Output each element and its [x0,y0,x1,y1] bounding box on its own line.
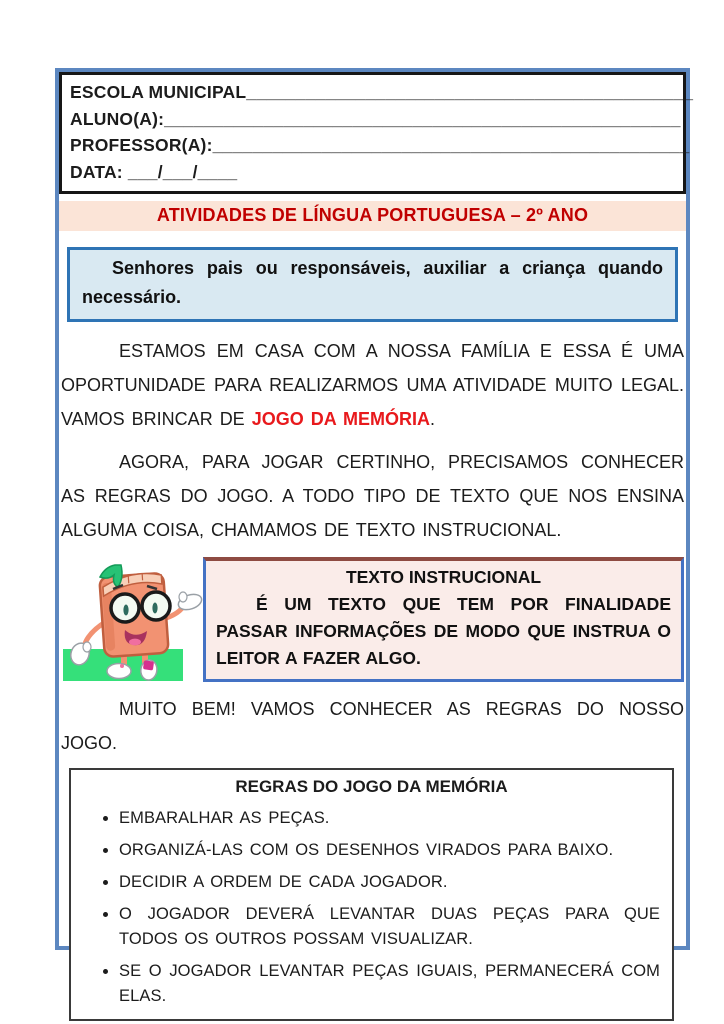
rule-item: • O JOGADOR DEVERÁ LEVANTAR DUAS PEÇAS PARA QUE TODOS OS OUTROS POSSAM VISUALIZAR. [119,902,660,952]
worksheet-page [55,68,694,1005]
page-title: ATIVIDADES DE LÍNGUA PORTUGUESA – 2º ANO [59,201,686,231]
teacher-blank-line: ________________________________________________ [212,135,690,155]
rule-item: • EMBARALHAR AS PEÇAS. [119,806,660,831]
date-blank-line: ___/___/____ [127,161,238,182]
intro-text-end: . [430,409,436,429]
school-field [70,79,694,106]
date-field [70,159,673,186]
school-label: ESCOLA MUNICIPAL [70,82,247,102]
rule-item: • SE O JOGADOR LEVANTAR PEÇAS IGUAIS, PERMANECERÁ COM ELAS. [119,959,660,1009]
parents-note-box [67,247,678,322]
school-blank-line: _____________________________________________ [246,82,694,102]
rule-item: • ORGANIZÁ-LAS COM OS DESENHOS VIRADOS PARA BAIXO. [119,838,660,863]
intro-paragraph [61,334,684,436]
instructional-definition-box [203,557,684,682]
rule-item: • DECIDIR A ORDEM DE CADA JOGADOR. [119,870,660,895]
instructional-section [63,557,686,683]
teacher-field [70,132,690,159]
student-label: ALUNO(A): [70,108,165,129]
instructional-box-body: É UM TEXTO QUE TEM POR FINALIDADE PASSAR INFORMAÇÕES DE MODO QUE INSTRUA O LEITOR A FAZER ALGO. [216,594,671,668]
intro-text: ESTAMOS EM CASA COM A NOSSA FAMÍLIA E ESSA É UMA OPORTUNIDADE PARA REALIZARMOS UMA ATIVIDADE MUITO LEGAL. VAMOS BRINCAR DE [61,341,684,429]
book-character-illustration [63,557,203,683]
date-label: DATA: [70,161,128,182]
teacher-label: PROFESSOR(A): [70,135,213,155]
header-fields-box [59,72,694,194]
rules-list [83,806,660,1009]
rules-box-title: REGRAS DO JOGO DA MEMÓRIA [235,777,508,796]
closing-paragraph: MUITO BEM! VAMOS CONHECER AS REGRAS DO NOSSO JOGO. [61,699,684,753]
instructional-box-title: TEXTO INSTRUCIONAL [345,567,542,587]
rules-box [69,768,674,1021]
student-field [70,106,681,133]
parents-note-text: Senhores pais ou responsáveis, auxiliar a criança quando necessário. [82,258,663,307]
student-blank-line: ____________________________________________________ [164,108,681,129]
rules-intro-paragraph: AGORA, PARA JOGAR CERTINHO, PRECISAMOS CONHECER AS REGRAS DO JOGO. A TODO TIPO DE TEXTO QUE NOS ENSINA ALGUMA COISA, CHAMAMOS DE TEXTO INSTRUCIONAL. [61,452,684,540]
memory-game-highlight: JOGO DA MEMÓRIA [251,409,431,429]
